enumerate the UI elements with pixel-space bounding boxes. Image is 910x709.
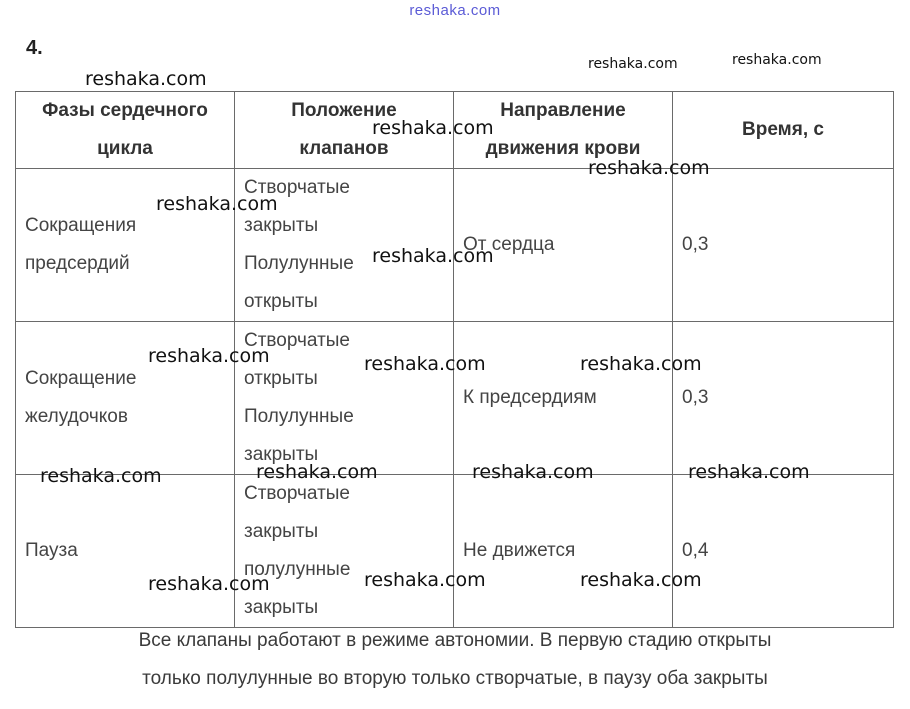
watermark: reshaka.com	[732, 52, 822, 68]
watermark: reshaka.com	[688, 461, 810, 483]
header-time: Время, с	[673, 92, 894, 169]
watermark: reshaka.com	[156, 193, 278, 215]
cell-direction: К предсердиям	[454, 322, 673, 475]
watermark: reshaka.com	[256, 461, 378, 483]
watermark: reshaka.com	[40, 465, 162, 487]
watermark: reshaka.com	[148, 573, 270, 595]
cell-valves: Створчатые открыты Полулунные закрыты	[235, 322, 454, 475]
footer-note-line-1: Все клапаны работают в режиме автономии. В первую стадию открыты	[138, 630, 772, 651]
task-number: 4.	[26, 37, 43, 59]
watermark: reshaka.com	[588, 157, 710, 179]
watermark: reshaka.com	[148, 345, 270, 367]
cell-valves: Створчатые закрыты полулунные закрыты	[235, 475, 454, 628]
cell-phase: Пауза	[16, 475, 235, 628]
watermark: reshaka.com	[372, 117, 494, 139]
cell-time: 0,4	[673, 475, 894, 628]
watermark: reshaka.com	[588, 56, 678, 72]
watermark: reshaka.com	[580, 569, 702, 591]
watermark: reshaka.com	[372, 245, 494, 267]
header-phase: Фазы сердечного цикла	[16, 92, 235, 169]
table-row	[16, 475, 894, 628]
header-valves: Положение клапанов	[235, 92, 454, 169]
watermark: reshaka.com	[364, 569, 486, 591]
cell-phase: Сокращения предсердий	[16, 169, 235, 322]
cell-time: 0,3	[673, 322, 894, 475]
site-watermark-top: reshaka.com	[409, 2, 501, 19]
cell-direction: Не движется	[454, 475, 673, 628]
cell-phase: Сокращение желудочков	[16, 322, 235, 475]
cell-direction: От сердца	[454, 169, 673, 322]
watermark: reshaka.com	[364, 353, 486, 375]
footer-note-line-2: только полулунные во вторую только створчатые, в паузу оба закрыты	[142, 668, 768, 689]
cell-valves: Створчатые закрыты Полулунные открыты	[235, 169, 454, 322]
watermark: reshaka.com	[85, 68, 207, 90]
header-direction: Направление движения крови	[454, 92, 673, 169]
watermark: reshaka.com	[472, 461, 594, 483]
cell-time: 0,3	[673, 169, 894, 322]
watermark: reshaka.com	[580, 353, 702, 375]
